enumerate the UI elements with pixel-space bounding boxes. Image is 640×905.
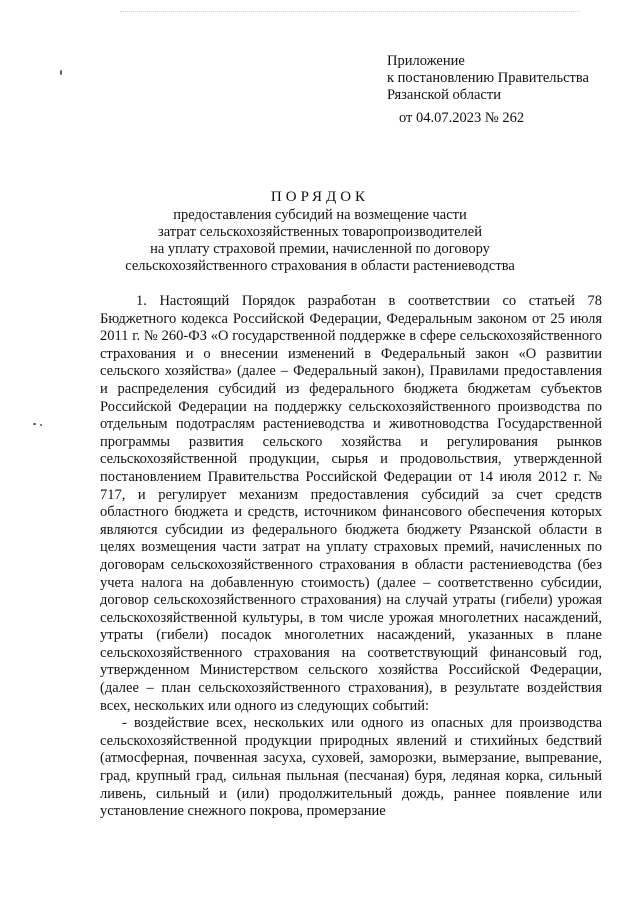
scan-artifact-line: [120, 11, 580, 12]
scan-speck: [60, 70, 62, 75]
appendix-line: к постановлению Правительства: [387, 70, 589, 86]
appendix-line: Рязанской области: [387, 87, 501, 103]
scan-speck: [40, 424, 42, 426]
document-subtitle: [0, 207, 640, 275]
bullet-item: - воздействие всех, нескольких или одного из опасных для производства сельскохозяйственной продукции природных явлений и стихийных бедствий (атмосферная, почвенная засуха, суховей, заморозки, вымерзание, выпревание, град, крупный град, сильная пыльная (песчаная) буря, ледяная корка, сильный ливень, сильный и (или) продолжительный дождь, раннее появление или установление снежного покрова, промерзание: [100, 715, 602, 820]
document-body: [100, 293, 602, 821]
subtitle-line: на уплату страховой премии, начисленной по договору: [150, 241, 490, 257]
subtitle-line: сельскохозяйственного страхования в области растениеводства: [125, 258, 515, 274]
appendix-line: Приложение: [387, 53, 465, 69]
document-title: ПОРЯДОК: [270, 189, 370, 205]
appendix-block: [387, 53, 589, 127]
subtitle-line: предоставления субсидий на возмещение части: [173, 207, 467, 223]
subtitle-line: затрат сельскохозяйственных товаропроизводителей: [158, 224, 482, 240]
appendix-date: от 04.07.2023 № 262: [399, 110, 525, 126]
paragraph-1: 1. Настоящий Порядок разработан в соответствии со статьей 78 Бюджетного кодекса Российской Федерации, Федеральным законом от 25 июля 2011 г. № 260-ФЗ «О государственной поддержке в сфере сельскохозяйственного страхования и о внесении изменений в Федеральный закон «О развитии сельского хозяйства» (далее – Федеральный закон), Правилами предоставления и распределения субсидий из федерального бюджета бюджетам субъектов Российской Федерации на поддержку сельскохозяйственного производства по отдельным подотраслям растениеводства и животноводства Государственной программы развития сельского хозяйства и регулирования рынков сельскохозяйственной продукции, сырья и продовольствия, утвержденной постановлением Правительства Российской Федерации от 14 июля 2012 г. № 717, и регулирует механизм предоставления субсидий за счет средств областного бюджета и средств, источником финансового обеспечения которых являются субсидии из федерального бюджета бюджету Рязанской области в целях возмещения части затрат на уплату страховых премий, начисленных по договорам сельскохозяйственного страхования в области растениеводства (без учета налога на добавленную стоимость) (далее – соответственно субсидии, договор сельскохозяйственного страхования) на случай утраты (гибели) урожая сельскохозяйственной культуры, в том числе урожая многолетних насаждений, утраты (гибели) посадок многолетних насаждений, указанных в плане сельскохозяйственного страхования на соответствующий финансовый год, утвержденном Министерством сельского хозяйства Российской Федерации, (далее – план сельскохозяйственного страхования), в результате воздействия всех, нескольких или одного из следующих событий:: [100, 293, 602, 714]
scan-speck: [33, 423, 36, 425]
